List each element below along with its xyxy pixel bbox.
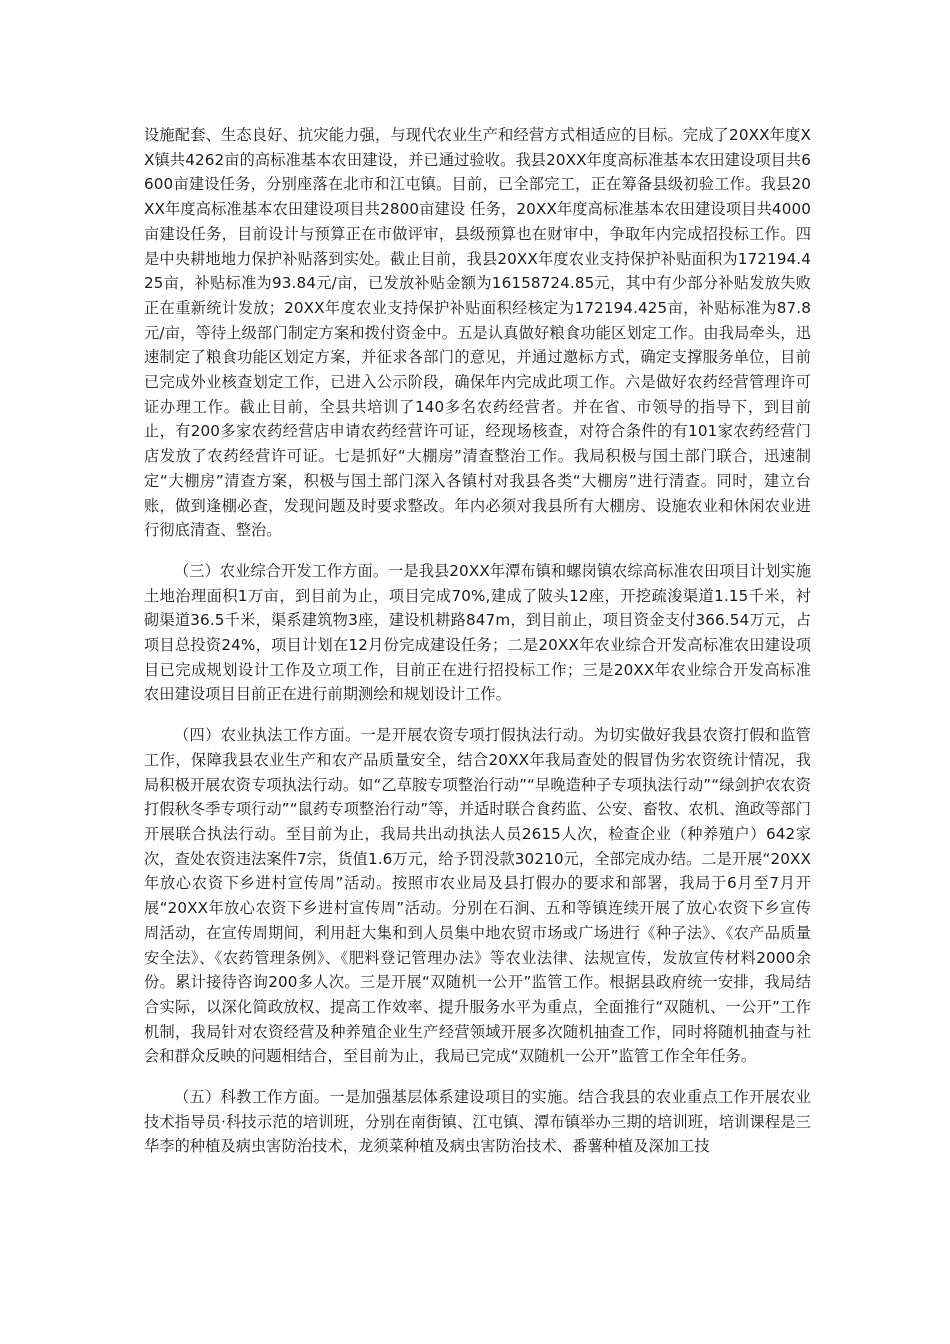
paragraph-agricultural-development: （三）农业综合开发工作方面。一是我县20XX年潭布镇和螺岗镇农综高标准农田项目计划实施土地治理面积1万亩，到目前为止，项目完成70%,建成了陂头12座，开挖疏浚渠道1.15千米，衬砌渠道36.5千米，渠系建筑物3座，建设机耕路847m，到目前止，项目资金支付366.54万元，占项目总投资24%，项目计划在12月份完成建设任务；二是20XX年农业综合开发高标准农田建设项目已完成规划设计工作及立项工作，目前正在进行招投标工作；三是20XX年农业综合开发高标准农田建设项目目前正在进行前期测绘和规划设计工作。 (144, 561, 811, 704)
paragraph-science-education: （五）科教工作方面。一是加强基层体系建设项目的实施。结合我县的农业重点工作开展农业技术指导员·科技示范的培训班，分别在南街镇、江屯镇、潭布镇举办三期的培训班，培训课程是三华李的种植及病虫害防治技术，龙须菜种植及病虫害防治技术、番薯种植及深加工技 (144, 1088, 811, 1156)
paragraph-farmland-construction: 设施配套、生态良好、抗灾能力强，与现代农业生产和经营方式相适应的目标。完成了20XX年度XX镇共4262亩的高标准基本农田建设，并已通过验收。我县20XX年度高标准基本农田建设项目共6600亩建设任务，分别座落在北市和江屯镇。目前，已全部完工，正在筹备县级初验工作。我县20XX年度高标准基本农田建设项目共2800亩建设 任务，20XX年度高标准基本农田建设项目共4000亩建设任务，目前设计与预算正在市做评审，县级预算也在财审中，争取年内完成招投标工作。四是中央耕地地力保护补贴落到实处。截止目前，我县20XX年度农业支持保护补贴面积为172194.425亩，补贴标准为93.84元/亩，已发放补贴金额为16158724.85元，其中有少部分补贴发放失败正在重新统计发放；20XX年度农业支持保护补贴面积经核定为172194.425亩，补贴标准为87.8元/亩，等待上级部门制定方案和拨付资金中。五是认真做好粮食功能区划定工作。由我局牵头，迅速制定了粮食功能区划定方案，并征求各部门的意见，并通过邀标方式，确定支撑服务单位，目前已完成外业核查划定工作，已进入公示阶段，确保年内完成此项工作。六是做好农药经营管理许可证办理工作。截止目前，全县共培训了140多名农药经营者。并在省、市领导的指导下，到目前止，有200多家农药经营店申请农药经营许可证，经现场核查，对符合条件的有101家农药经营门店发放了农药经营许可证。七是抓好“大棚房”清查整治工作。我局积极与国土部门联合，迅速制定“大棚房”清查方案，积极与国土部门深入各镇村对我县各类“大棚房”进行清查。同时，建立台账，做到逢棚必查，发现问题及时要求整改。年内必须对我县所有大棚房、设施农业和休闲农业进行彻底清查、整治。 (144, 126, 811, 540)
paragraph-law-enforcement: （四）农业执法工作方面。一是开展农资专项打假执法行动。为切实做好我县农资打假和监管工作，保障我县农业生产和农产品质量安全，结合20XX年我局查处的假冒伪劣农资统计情况，我局积极开展农资专项执法行动。如“乙草胺专项整治行动”“早晚造种子专项执法行动”“绿剑护农农资打假秋冬季专项行动”“鼠药专项整治行动”等，并适时联合食药监、公安、畜牧、农机、渔政等部门开展联合执法行动。至目前为止，我局共出动执法人员2615人次，检查企业（种养殖户）642家次，查处农资违法案件7宗，货值1.6万元，给予罚没款30210元，全部完成办结。二是开展“20XX年放心农资下乡进村宣传周”活动。按照市农业局及县打假办的要求和部署，我局于6月至7月开展“20XX年放心农资下乡进村宣传周”活动。分别在石涧、五和等镇连续开展了放心农资下乡宣传周活动，在宣传周期间，利用赶大集和到人员集中地农贸市场或广场进行《种子法》、《农产品质量安全法》、《农药管理条例》、《肥料登记管理办法》等农业法律、法规宣传，发放宣传材料2000余份。累计接待咨询200多人次。三是开展“双随机一公开”监管工作。根据县政府统一安排，我局结合实际，以深化简政放权、提高工作效率、提升服务水平为重点，全面推行“双随机、一公开”工作机制，我局针对农资经营及种养殖企业生产经营领域开展多次随机抽查工作，同时将随机抽查与社会和群众反映的问题相结合，至目前为止，我局已完成“双随机一公开”监管工作全年任务。 (144, 726, 811, 1066)
document-page (144, 123, 811, 1175)
